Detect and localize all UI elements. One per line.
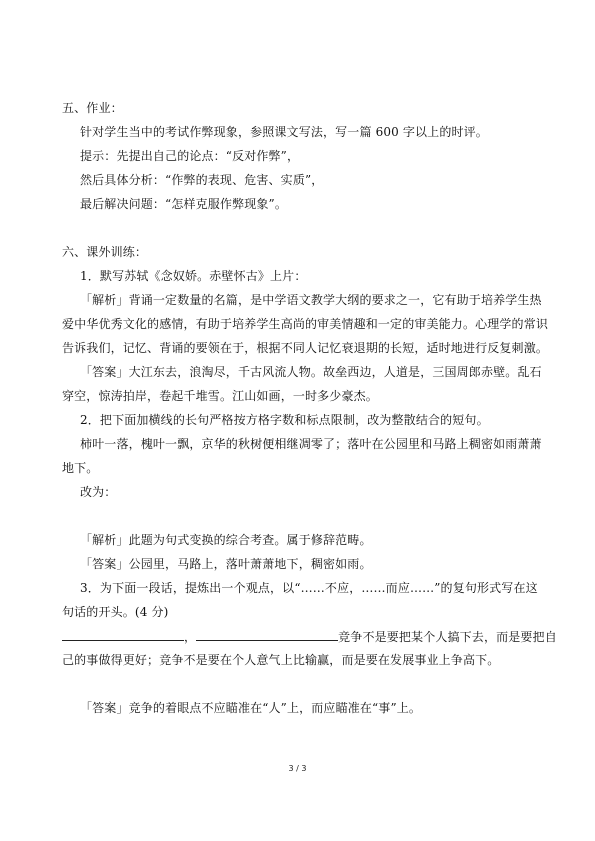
q1-analysis-line: 爱中华优秀文化的感情，有助于培养学生高尚的审美情趣和一定的审美能力。心理学的常识 [62, 317, 549, 331]
section5-hint-3: 最后解决问题：“怎样克服作弊现象”。 [80, 197, 287, 211]
page-number: 3 / 3 [288, 764, 307, 773]
section5-hint-2: 然后具体分析：“作弊的表现、危害、实质”， [80, 173, 324, 187]
blank-separator: ， [184, 630, 197, 644]
section5-heading: 五、作业： [62, 101, 123, 115]
q2-change-label: 改为： [80, 485, 117, 499]
q2-analysis: 「解析」此题为句式变换的综合考查。属于修辞范畴。 [80, 533, 372, 547]
q2-sentence-line: 柿叶一落，槐叶一飘，京华的秋树便相继凋零了；落叶在公园里和马路上稠密如雨萧萧 [80, 437, 542, 451]
q2-prompt: 2．把下面加横线的长句严格按方格字数和标点限制，改为整散结合的短句。 [80, 413, 489, 427]
q3-passage-line [62, 628, 557, 645]
section6-heading: 六、课外训练： [62, 245, 148, 259]
q2-answer: 「答案」公园里，马路上，落叶萧萧地下，稠密如雨。 [80, 557, 372, 571]
q1-answer-line: 穿空，惊涛拍岸，卷起千堆雪。江山如画，一时多少豪杰。 [62, 389, 378, 403]
q1-analysis-line: 「解析」背诵一定数量的名篇，是中学语文教学大纲的要求之一，它有助于培养学生热 [80, 293, 542, 307]
section5-task: 针对学生当中的考试作弊现象，参照课文写法，写一篇 600 字以上的时评。 [80, 125, 488, 139]
q1-answer-line: 「答案」大江东去，浪淘尽，千古风流人物。故垒西边，人道是，三国周郎赤壁。乱石 [80, 365, 542, 379]
answer-blank-2[interactable] [196, 628, 338, 641]
section5-hint-1: 提示：先提出自己的论点：“反对作弊”， [80, 149, 300, 163]
q3-prompt-line: 句话的开头。(4 分) [62, 605, 169, 619]
answer-blank-1[interactable] [62, 628, 184, 641]
q1-analysis-line: 告诉我们，记忆、背诵的要领在于，根据不同人记忆衰退期的长短，适时地进行反复刺激。 [62, 341, 549, 355]
q1-prompt: 1．默写苏轼《念奴娇。赤壁怀古》上片： [80, 269, 307, 283]
q3-answer: 「答案」竞争的着眼点不应瞄准在“人”上，而应瞄准在“事”上。 [80, 701, 422, 715]
q3-passage-tail: 竞争不是要把某个人搞下去，而是要把自 [338, 630, 557, 644]
q3-passage-line-2: 己的事做得更好；竞争不是要在个人意气上比输赢，而是要在发展事业上争高下。 [62, 653, 500, 667]
q2-sentence-line: 地下。 [62, 461, 99, 475]
q3-prompt-line: 3．为下面一段话，提炼出一个观点，以“……不应，……而应……”的复句形式写在这 [80, 581, 538, 595]
